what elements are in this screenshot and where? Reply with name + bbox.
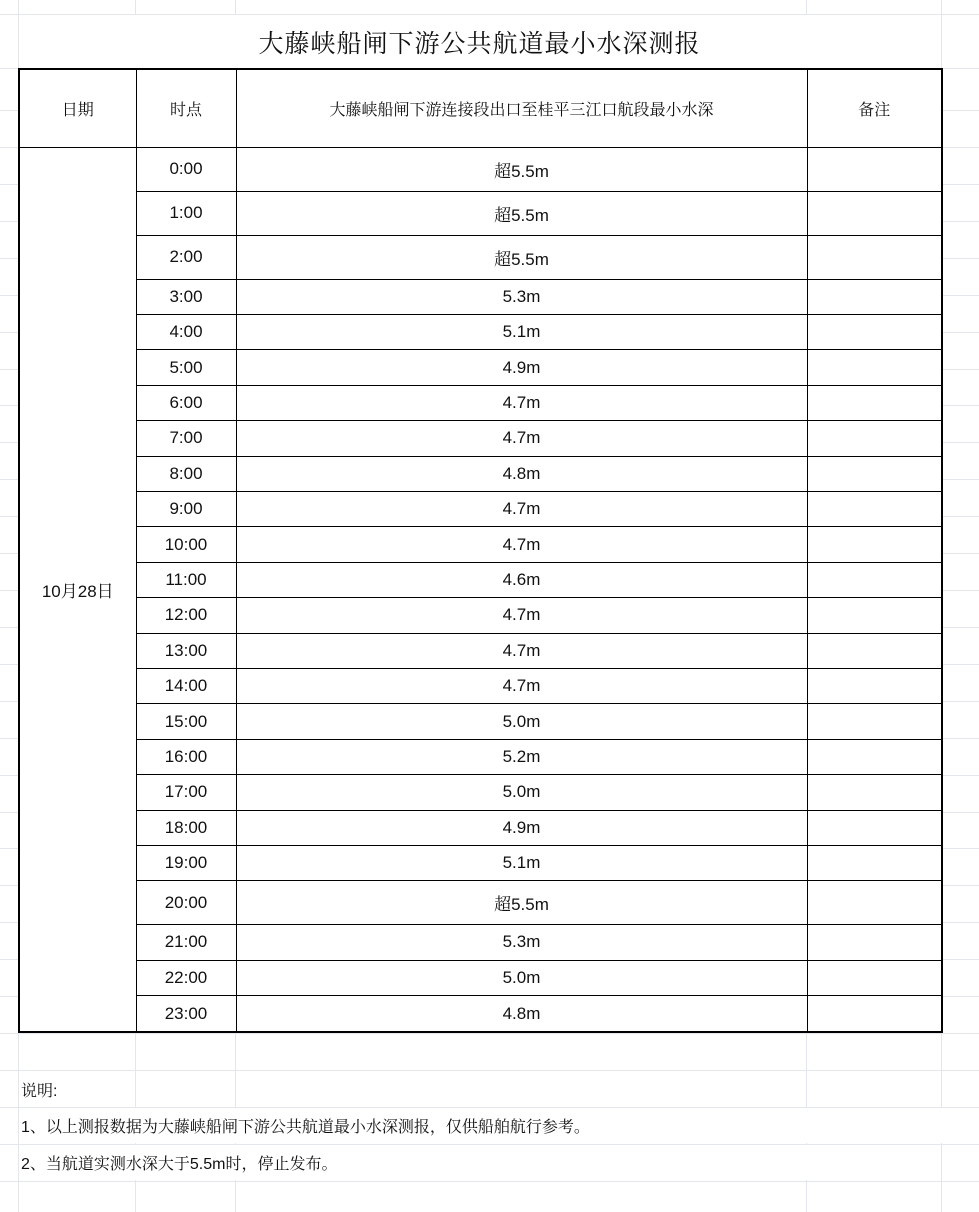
time-cell: 14:00: [136, 669, 236, 704]
depth-cell: 4.7m: [236, 527, 807, 562]
time-cell: 2:00: [136, 235, 236, 279]
depth-cell: 4.9m: [236, 350, 807, 385]
remark-cell: [807, 235, 942, 279]
table-row: [19, 421, 942, 456]
remark-cell: [807, 704, 942, 739]
gridline-horizontal: [0, 1033, 979, 1034]
remark-cell: [807, 421, 942, 456]
table-row: [19, 810, 942, 845]
depth-cell: 4.8m: [236, 456, 807, 491]
remark-cell: [807, 996, 942, 1032]
header-time: 时点: [136, 69, 236, 148]
remark-cell: [807, 314, 942, 349]
depth-cell: 5.1m: [236, 314, 807, 349]
time-cell: 11:00: [136, 562, 236, 597]
depth-cell: 4.6m: [236, 562, 807, 597]
time-cell: 4:00: [136, 314, 236, 349]
depth-cell: 超5.5m: [236, 148, 807, 192]
table-row: [19, 775, 942, 810]
depth-cell: 5.0m: [236, 704, 807, 739]
time-cell: 21:00: [136, 925, 236, 960]
remark-cell: [807, 598, 942, 633]
depth-cell: 5.0m: [236, 960, 807, 995]
table-row: [19, 491, 942, 526]
depth-cell: 超5.5m: [236, 191, 807, 235]
time-cell: 12:00: [136, 598, 236, 633]
depth-cell: 4.7m: [236, 598, 807, 633]
depth-report-table: [18, 68, 943, 1033]
table-row: [19, 704, 942, 739]
header-depth: 大藤峡船闸下游连接段出口至桂平三江口航段最小水深: [236, 69, 807, 148]
depth-cell: 5.3m: [236, 925, 807, 960]
depth-cell: 4.8m: [236, 996, 807, 1032]
table-row: [19, 739, 942, 774]
table-row: [19, 314, 942, 349]
depth-cell: 5.3m: [236, 279, 807, 314]
table-row: [19, 960, 942, 995]
time-cell: 7:00: [136, 421, 236, 456]
remark-cell: [807, 527, 942, 562]
depth-cell: 4.7m: [236, 633, 807, 668]
table-row: [19, 925, 942, 960]
time-cell: 13:00: [136, 633, 236, 668]
time-cell: 16:00: [136, 739, 236, 774]
depth-cell: 超5.5m: [236, 881, 807, 925]
note-item-1: 1、以上测报数据为大藤峡船闸下游公共航道最小水深测报，仅供船舶航行参考。: [19, 1108, 942, 1143]
time-cell: 10:00: [136, 527, 236, 562]
report-title: 大藤峡船闸下游公共航道最小水深测报: [19, 15, 940, 68]
depth-cell: 4.7m: [236, 385, 807, 420]
time-cell: 0:00: [136, 148, 236, 192]
table-row: [19, 385, 942, 420]
table-row: [19, 235, 942, 279]
time-cell: 8:00: [136, 456, 236, 491]
depth-cell: 4.7m: [236, 491, 807, 526]
table-row: [19, 633, 942, 668]
depth-cell: 5.1m: [236, 846, 807, 881]
remark-cell: [807, 669, 942, 704]
remark-cell: [807, 191, 942, 235]
header-date: 日期: [19, 69, 136, 148]
time-cell: 3:00: [136, 279, 236, 314]
time-cell: 17:00: [136, 775, 236, 810]
remark-cell: [807, 881, 942, 925]
depth-cell: 4.9m: [236, 810, 807, 845]
depth-cell: 5.0m: [236, 775, 807, 810]
time-cell: 23:00: [136, 996, 236, 1032]
depth-cell: 4.7m: [236, 669, 807, 704]
table-row: [19, 881, 942, 925]
time-cell: 5:00: [136, 350, 236, 385]
gridline-horizontal: [0, 1181, 979, 1182]
remark-cell: [807, 810, 942, 845]
remark-cell: [807, 385, 942, 420]
table-row: [19, 456, 942, 491]
remark-cell: [807, 960, 942, 995]
depth-cell: 4.7m: [236, 421, 807, 456]
remark-cell: [807, 775, 942, 810]
remark-cell: [807, 148, 942, 192]
time-cell: 20:00: [136, 881, 236, 925]
remark-cell: [807, 739, 942, 774]
time-cell: 9:00: [136, 491, 236, 526]
table-row: [19, 350, 942, 385]
table-row: [19, 191, 942, 235]
table-row: [19, 669, 942, 704]
remark-cell: [807, 491, 942, 526]
depth-cell: 5.2m: [236, 739, 807, 774]
depth-cell: 超5.5m: [236, 235, 807, 279]
table-row: [19, 562, 942, 597]
time-cell: 15:00: [136, 704, 236, 739]
table-row: [19, 279, 942, 314]
table-row: [19, 527, 942, 562]
time-cell: 19:00: [136, 846, 236, 881]
date-cell: 10月28日: [19, 148, 136, 1033]
remark-cell: [807, 925, 942, 960]
remark-cell: [807, 562, 942, 597]
time-cell: 1:00: [136, 191, 236, 235]
note-item-2: 2、当航道实测水深大于5.5m时，停止发布。: [19, 1145, 807, 1180]
table-row: [19, 148, 942, 192]
header-row: [19, 69, 942, 148]
remark-cell: [807, 279, 942, 314]
time-cell: 22:00: [136, 960, 236, 995]
gridline-horizontal: [0, 1070, 979, 1071]
time-cell: 18:00: [136, 810, 236, 845]
table-row: [19, 598, 942, 633]
remark-cell: [807, 846, 942, 881]
remark-cell: [807, 633, 942, 668]
table-row: [19, 996, 942, 1032]
header-remark: 备注: [807, 69, 942, 148]
notes-label: 说明:: [21, 1082, 58, 1100]
remark-cell: [807, 350, 942, 385]
table-row: [19, 846, 942, 881]
remark-cell: [807, 456, 942, 491]
time-cell: 6:00: [136, 385, 236, 420]
